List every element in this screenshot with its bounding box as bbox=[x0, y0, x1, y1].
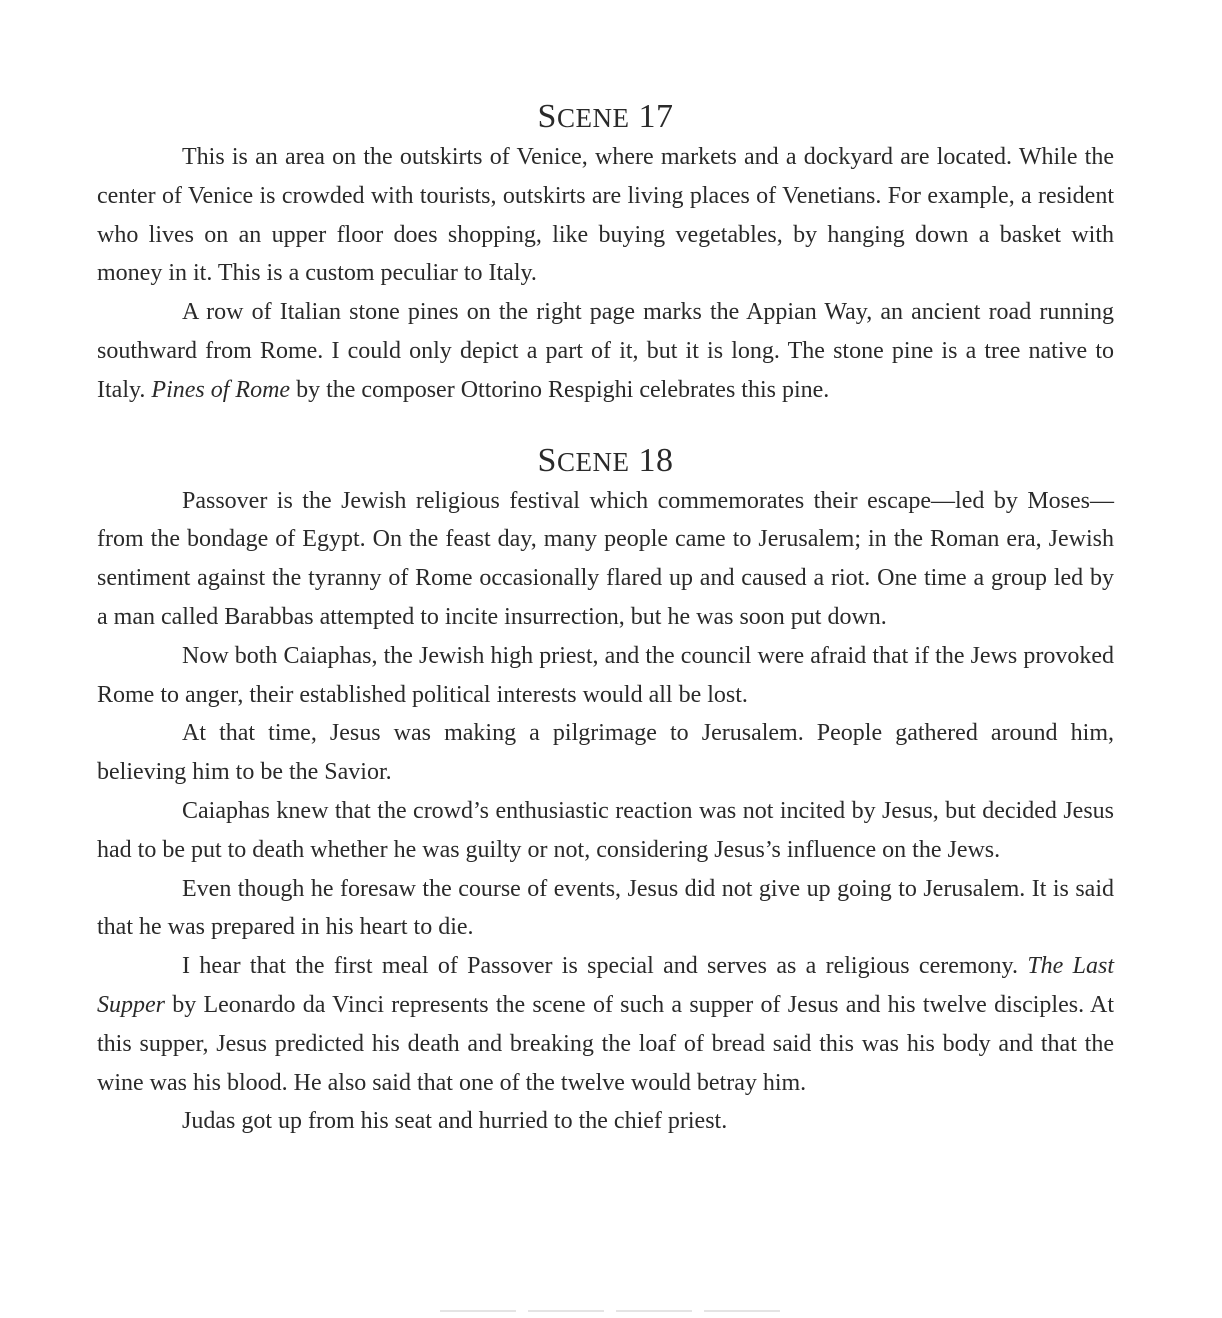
scene-18-heading-smallcaps: CENE bbox=[556, 446, 630, 477]
paragraph-text: A row of Italian stone pines on the right page marks the Appian Way, an ancient road running southward from Rome. I could only depict a part of it, but it is long. The stone pine is a tree native to Italy. bbox=[97, 299, 1114, 403]
paragraph-text: At that time, Jesus was making a pilgrimage to Jerusalem. People gathered around him, believing him to be the Savior. bbox=[97, 720, 1114, 786]
paragraph-text: Judas got up from his seat and hurried to the chief priest. bbox=[182, 1108, 728, 1135]
scene-18-heading-initial: S bbox=[537, 441, 557, 479]
scene-18-paragraph-3 bbox=[97, 714, 1114, 792]
paragraph-text: Caiaphas knew that the crowd’s enthusiastic reaction was not incited by Jesus, but decided Jesus had to be put to death whether he was guilty or not, considering Jesus’s influence on the Jews. bbox=[97, 797, 1114, 863]
paragraph-text: by the composer Ottorino Respighi celebrates this pine. bbox=[290, 376, 830, 403]
work-title-pines-of-rome: Pines of Rome bbox=[151, 376, 291, 403]
scene-17-paragraph-1 bbox=[97, 138, 1114, 293]
document-page bbox=[97, 96, 1114, 1141]
paragraph-text: by Leonardo da Vinci represents the scene of such a supper of Jesus and his twelve disciples. At this supper, Jesus predicted his death and breaking the loaf of bread said this was his body and that the wine was his blood. He also said that one of the twelve would betray him. bbox=[97, 991, 1114, 1096]
work-title-last-supper: The Last Supper bbox=[97, 953, 1114, 1018]
scene-18-paragraph-6 bbox=[97, 947, 1114, 1102]
paragraph-text: This is an area on the outskirts of Venice, where markets and a dockyard are located. While the center of Venice is crowded with tourists, outskirts are living places of Venetians. For example, a resident who lives on an upper floor does shopping, like buying vegetables, by hanging down a basket with money in it. This is a custom peculiar to Italy. bbox=[97, 144, 1114, 287]
scene-17-section bbox=[97, 96, 1114, 410]
scene-18-paragraph-4 bbox=[97, 792, 1114, 870]
paragraph-text: Even though he foresaw the course of events, Jesus did not give up going to Jerusalem. It is said that he was prepared in his heart to die. bbox=[97, 875, 1114, 941]
scene-18-heading-number: 18 bbox=[638, 441, 674, 479]
footer-rule bbox=[440, 1310, 780, 1318]
scene-18-paragraph-1 bbox=[97, 482, 1114, 637]
paragraph-text: Passover is the Jewish religious festival which commemorates their escape—led by Moses—from the bondage of Egypt. On the feast day, many people came to Jerusalem; in the Roman era, Jewish sentiment against the tyranny of Rome occasionally flared up and caused a riot. One time a group led by a man called Barabbas attempted to incite insurrection, but he was soon put down. bbox=[97, 487, 1114, 630]
scene-18-heading bbox=[97, 440, 1114, 482]
scene-18-paragraph-2 bbox=[97, 637, 1114, 715]
footer-rule-segment bbox=[704, 1310, 780, 1318]
scene-17-paragraph-2 bbox=[97, 293, 1114, 409]
footer-rule-segment bbox=[440, 1310, 516, 1318]
scene-18-section bbox=[97, 440, 1114, 1142]
paragraph-text: Now both Caiaphas, the Jewish high priest, and the council were afraid that if the Jews provoked Rome to anger, their established political interests would all be lost. bbox=[97, 642, 1114, 708]
paragraph-text: I hear that the first meal of Passover is special and serves as a religious ceremony. bbox=[182, 953, 1028, 980]
scene-17-heading-number: 17 bbox=[638, 98, 674, 135]
scene-18-paragraph-5 bbox=[97, 870, 1114, 948]
footer-rule-segment bbox=[616, 1310, 692, 1318]
footer-rule-segment bbox=[528, 1310, 604, 1318]
scene-18-paragraph-7 bbox=[97, 1102, 1114, 1141]
scene-17-heading-initial: S bbox=[537, 98, 557, 135]
scene-17-heading bbox=[97, 96, 1114, 138]
section-spacer bbox=[97, 410, 1114, 440]
scene-17-heading-smallcaps: CENE bbox=[556, 103, 630, 133]
